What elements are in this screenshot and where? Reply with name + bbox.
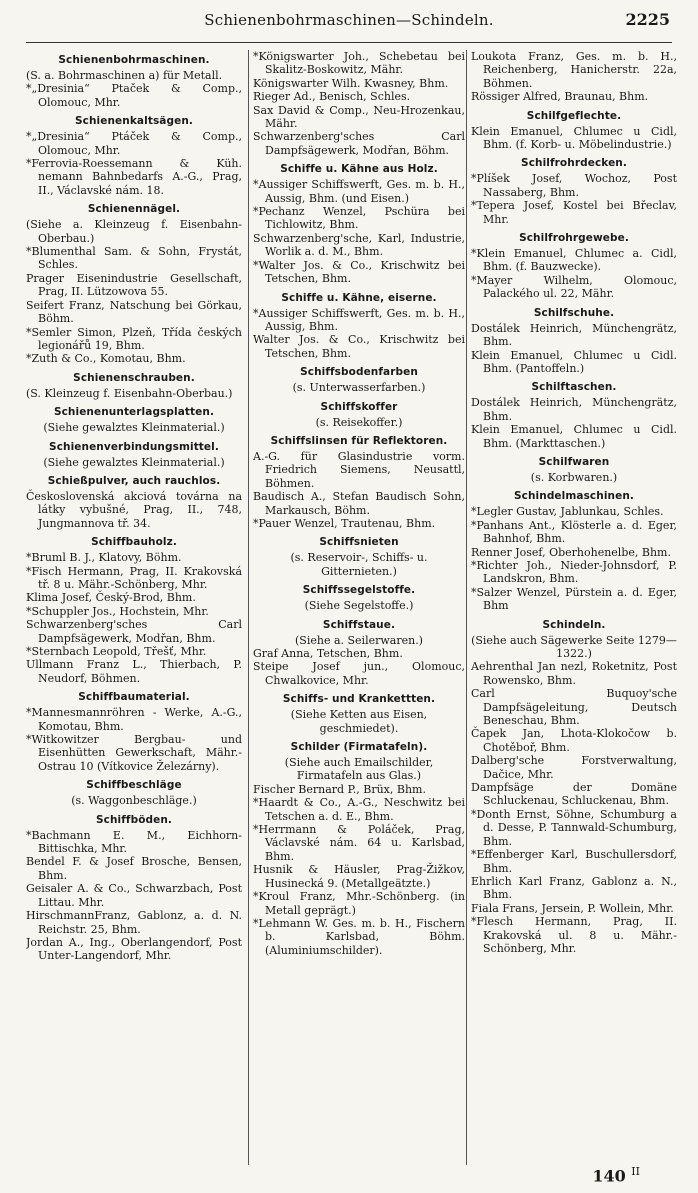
company-entry: *„Dresinia“ Ptáček & Comp., Olomouc, Mhr. xyxy=(26,130,242,157)
company-entry: *Zuth & Co., Komotau, Bhm. xyxy=(26,352,186,366)
directory-section xyxy=(26,115,242,197)
section-heading: Schilfrohrdecken. xyxy=(521,157,627,170)
section-heading: Schiffböden. xyxy=(95,813,173,826)
section-note: (s. Reservoir-, Schiffs- u. Gitternieten.) xyxy=(290,551,428,578)
signature-suffix: II xyxy=(631,1164,640,1178)
company-entry: *Ferrovia-Roessemann & Küh. nemann Bahnbedarfs A.-G., Prag, II., Václavské nám. 18. xyxy=(26,157,242,197)
section-heading: Schiffsbodenfarben xyxy=(300,366,418,379)
section-note: (Siehe a. Seilerwaren.) xyxy=(295,633,423,647)
company-entry: Klima Josef, Český-Brod, Bhm. xyxy=(26,591,196,605)
company-entry: *Effenberger Karl, Buschullersdorf, Bhm. xyxy=(471,848,677,875)
section-note: (Siehe Ketten aus Eisen, geschmiedet). xyxy=(290,708,428,735)
section-heading: Schilfrohrgewebe. xyxy=(519,232,629,245)
company-entry: Rössiger Alfred, Braunau, Bhm. xyxy=(471,90,649,104)
company-entry: *Königswarter Joh., Schebetau bei Skalitz-Boskowitz, Mähr. xyxy=(253,50,465,77)
directory-section xyxy=(471,490,677,612)
directory-section xyxy=(253,435,465,530)
page-header xyxy=(28,6,670,34)
column-left xyxy=(26,50,242,1165)
company-entry: *Aussiger Schiffswerft, Ges. m. b. H., Aussig, Bhm. xyxy=(253,306,465,333)
section-heading: Schiffe u. Kähne aus Holz. xyxy=(280,163,438,176)
section-note: (Siehe Segelstoffe.) xyxy=(304,599,414,613)
signature-mark xyxy=(592,1165,640,1185)
company-entry: *Herrmann & Poláček, Prag, Václavské nám. 64 u. Karlsbad, Bhm. xyxy=(253,823,465,863)
directory-section xyxy=(471,307,677,376)
directory-section xyxy=(471,381,677,450)
directory-section xyxy=(253,619,465,688)
directory-columns xyxy=(26,50,677,1165)
company-entry: *Walter Jos. & Co., Krischwitz bei Tetschen, Bhm. xyxy=(253,258,465,286)
directory-section xyxy=(26,691,242,773)
company-entry: Klein Emanuel, Chlumec u Cidl. Bhm. (Pantoffeln.) xyxy=(471,348,677,375)
company-entry: Husnik & Häusler, Prag-Žižkov, Husinecká 9. (Metallgeätzte.) xyxy=(253,863,465,890)
company-entry: *Lehmann W. Ges. m. b. H., Fischern b. Karlsbad, Böhm. (Aluminiumschilder). xyxy=(253,916,465,957)
company-entry: *Salzer Wenzel, Pürstein a. d. Eger, Bhm xyxy=(471,585,677,613)
section-heading: Schienenverbindungsmittel. xyxy=(49,440,219,453)
company-entry: Steipe Josef jun., Olomouc, Chwalkovice, Mhr. xyxy=(253,660,465,687)
company-entry: *Haardt & Co., A.-G., Neschwitz bei Tetschen a. d. E., Bhm. xyxy=(253,796,465,823)
company-entry: Prager Eisenindustrie Gesellschaft, Prag, II. Lützowova 55. xyxy=(26,271,242,299)
section-heading: Schilftaschen. xyxy=(531,381,617,394)
company-entry: *Aussiger Schiffswerft, Ges. m. b. H., Aussig, Bhm. (und Eisen.) xyxy=(253,178,465,205)
company-entry: Ehrlich Karl Franz, Gablonz a. N., Bhm. xyxy=(471,874,677,902)
company-entry: Bendel F. & Josef Brosche, Bensen, Bhm. xyxy=(26,855,242,882)
company-entry: Walter Jos. & Co., Krischwitz bei Tetschen, Bhm. xyxy=(253,333,465,360)
directory-section xyxy=(471,50,677,104)
company-entry: A.-G. für Glasindustrie vorm. Friedrich Siemens, Neusattl, Böhmen. xyxy=(253,449,465,490)
section-heading: Schiffs- und Krankettten. xyxy=(282,693,436,706)
company-entry: Graf Anna, Tetschen, Bhm. xyxy=(253,647,403,660)
section-heading: Schienenkaltsägen. xyxy=(75,115,193,128)
section-heading: Schiffbeschläge xyxy=(86,779,182,792)
company-entry: Klein Emanuel, Chlumec u Cidl, Bhm. (f. Korb- u. Möbelindustrie.) xyxy=(471,124,677,152)
section-heading: Schiffskoffer xyxy=(320,400,398,413)
company-entry: *Plíšek Josef, Wochoz, Post Nassaberg, Bhm. xyxy=(471,172,677,199)
company-entry: Čapek Jan, Lhota-Klokočow b. Chotěboř, Bhm. xyxy=(471,727,677,754)
directory-section xyxy=(471,110,677,152)
section-heading: Schiffstaue. xyxy=(322,618,396,631)
directory-section xyxy=(471,619,677,956)
column-right xyxy=(466,50,677,1165)
section-heading: Schindelmaschinen. xyxy=(513,490,634,503)
company-entry: Dalberg'sche Forstverwaltung, Dačice, Mhr. xyxy=(471,754,677,781)
company-entry: (S. Kleinzeug f. Eisenbahn-Oberbau.) xyxy=(26,386,233,400)
company-entry: Rieger Ad., Benisch, Schles. xyxy=(253,90,411,104)
section-heading: Schienenunterlagsplatten. xyxy=(53,406,215,419)
company-entry: (Siehe a. Kleinzeug f. Eisenbahn-Oberbau.) xyxy=(26,218,242,245)
company-entry: Loukota Franz, Ges. m. b. H., Reichenberg, Hanicherstr. 22a, Böhmen. xyxy=(471,50,677,90)
directory-section xyxy=(26,441,242,469)
directory-section xyxy=(253,163,465,285)
company-entry: Schwarzenberg'sches Carl Dampfsägewerk, Modřan, Bhm. xyxy=(26,618,242,645)
company-entry: Fischer Bernard P., Brüx, Bhm. xyxy=(253,782,426,796)
company-entry: *Kroul Franz, Mhr.-Schönberg. (in Metall geprägt.) xyxy=(253,890,465,917)
directory-section xyxy=(471,232,677,301)
directory-section xyxy=(253,366,465,394)
company-entry: *Fisch Hermann, Prag, II. Krakovská tř. 8 u. Mähr.-Schönberg, Mhr. xyxy=(26,564,242,591)
section-note: (s. Korbwaren.) xyxy=(530,470,618,484)
company-entry: *Tepera Josef, Kostel bei Břeclav, Mhr. xyxy=(471,199,677,226)
company-entry: *Sternbach Leopold, Třešť, Mhr. xyxy=(26,645,207,658)
company-entry: *„Dresinia“ Ptaček & Comp., Olomouc, Mhr. xyxy=(26,82,242,109)
company-entry: Dostálek Heinrich, Münchengrätz, Bhm. xyxy=(471,396,677,423)
section-heading: Schiffbauholz. xyxy=(91,536,177,549)
company-entry: *Flesch Hermann, Prag, II. Krakovská ul. 8 u. Mähr.-Schönberg, Mhr. xyxy=(471,915,677,955)
directory-section xyxy=(253,401,465,429)
company-entry: *Schuppler Jos., Hochstein, Mhr. xyxy=(26,604,209,618)
company-entry: Königswarter Wilh. Kwasney, Bhm. xyxy=(253,76,449,90)
directory-section xyxy=(26,779,242,807)
directory-section xyxy=(26,203,242,365)
section-heading: Schiffssegelstoffe. xyxy=(302,584,416,597)
section-heading: Schienennägel. xyxy=(87,203,181,216)
section-heading: Schilfwaren xyxy=(538,455,610,468)
company-entry: *Bachmann E. M., Eichhorn-Bittischka, Mhr. xyxy=(26,828,242,856)
company-entry: *Richter Joh., Nieder-Johnsdorf, P. Landskron, Bhm. xyxy=(471,558,677,586)
company-entry: Renner Josef, Oberhohenelbe, Bhm. xyxy=(471,545,671,559)
directory-section xyxy=(471,456,677,484)
company-entry: Aehrenthal Jan nezl, Roketnitz, Post Rowensko, Bhm. xyxy=(471,660,677,687)
company-entry: Ullmann Franz L., Thierbach, P. Neudorf, Böhmen. xyxy=(26,658,242,685)
company-entry: *Pauer Wenzel, Trautenau, Bhm. xyxy=(253,516,436,530)
running-title: Schienenbohrmaschinen—Schindeln. xyxy=(204,11,494,29)
company-entry: Fiala Frans, Jersein, P. Wollein, Mhr. xyxy=(471,901,674,915)
company-entry: *Mayer Wilhelm, Olomouc, Palackého ul. 22, Mähr. xyxy=(471,273,677,301)
section-heading: Schiffe u. Kähne, eiserne. xyxy=(281,291,437,304)
directory-section xyxy=(26,54,242,109)
directory-section xyxy=(26,475,242,530)
column-middle xyxy=(248,50,465,1165)
company-entry: *Witkowitzer Bergbau- und Eisenhütten Gewerkschaft, Mähr.-Ostrau 10 (Vítkovice Železárny). xyxy=(26,733,242,773)
company-entry: *Donth Ernst, Söhne, Schumburg a d. Desse, P. Tannwald-Schumburg, Bhm. xyxy=(471,807,677,848)
company-entry: *Blumenthal Sam. & Sohn, Frystát, Schles. xyxy=(26,245,242,272)
company-entry: *Klein Emanuel, Chlumec a. Cidl, Bhm. (f. Bauzwecke). xyxy=(471,247,677,274)
directory-section xyxy=(253,584,465,612)
directory-section xyxy=(26,536,242,685)
directory-section xyxy=(471,157,677,226)
company-entry: HirschmannFranz, Gablonz, a. d. N. Reichstr. 25, Bhm. xyxy=(26,909,242,936)
section-heading: Schiffslinsen für Reflektoren. xyxy=(270,434,448,447)
section-note: (Siehe gewalztes Kleinmaterial.) xyxy=(43,455,225,469)
company-entry: *Panhans Ant., Klösterle a. d. Eger, Bahnhof, Bhm. xyxy=(471,518,677,546)
company-entry: Carl Buquoy'sche Dampfsägeleitung, Deutsch Beneschau, Bhm. xyxy=(471,687,677,728)
directory-section xyxy=(26,372,242,400)
company-entry: *Mannesmannröhren - Werke, A.-G., Komotau, Bhm. xyxy=(26,706,242,733)
section-heading: Schilder (Firmatafeln). xyxy=(290,741,428,754)
section-heading: Schilfgeflechte. xyxy=(526,109,622,122)
section-heading: Schienenschrauben. xyxy=(73,371,195,384)
header-rule xyxy=(26,42,672,43)
section-heading: Schiffsnieten xyxy=(319,536,399,549)
directory-section xyxy=(253,741,465,957)
company-entry: Schwarzenberg'sche, Karl, Industrie, Worlik a. d. M., Bhm. xyxy=(253,231,465,259)
directory-section xyxy=(253,536,465,578)
company-entry: *Semler Simon, Plzeň, Třída českých legionářů 19, Bhm. xyxy=(26,325,242,352)
directory-section xyxy=(253,292,465,361)
company-entry: Jordan A., Ing., Oberlangendorf, Post Unter-Langendorf, Mhr. xyxy=(26,935,242,963)
company-entry: Schwarzenberg'sches Carl Dampfsägewerk, Modřan, Böhm. xyxy=(253,130,465,157)
section-note: (s. Reisekoffer.) xyxy=(315,415,403,429)
directory-section xyxy=(253,693,465,735)
company-entry: Seifert Franz, Natschung bei Görkau, Böhm. xyxy=(26,298,242,326)
directory-section xyxy=(26,814,242,963)
section-note: (s. Unterwasserfarben.) xyxy=(292,381,426,395)
company-entry: *Legler Gustav, Jablunkau, Schles. xyxy=(471,505,664,519)
page-number: 2225 xyxy=(625,10,670,29)
directory-section xyxy=(26,406,242,434)
section-heading: Schießpulver, auch rauchlos. xyxy=(47,474,221,487)
section-note: (s. Waggonbeschläge.) xyxy=(71,794,197,808)
company-entry: Geisaler A. & Co., Schwarzbach, Post Littau. Mhr. xyxy=(26,882,242,909)
section-heading: Schindeln. xyxy=(542,618,606,631)
company-entry: *Pechanz Wenzel, Pschüra bei Tichlowitz, Bhm. xyxy=(253,205,465,232)
company-entry: Dampfsäge der Domäne Schluckenau, Schluckenau, Bhm. xyxy=(471,781,677,808)
company-entry: Baudisch A., Stefan Baudisch Sohn, Markausch, Böhm. xyxy=(253,490,465,517)
company-entry: Československá akciová továrna na látky vybušné, Prag, II., 748, Jungmannova tř. 34. xyxy=(26,489,242,530)
section-heading: Schienenbohrmaschinen. xyxy=(58,54,210,66)
company-entry: Klein Emanuel, Chlumec u Cidl. Bhm. (Markttaschen.) xyxy=(471,423,677,450)
section-heading: Schilfschuhe. xyxy=(533,306,615,319)
directory-section xyxy=(253,50,465,157)
signature-number: 140 xyxy=(592,1166,626,1185)
company-entry: Sax David & Comp., Neu-Hrozenkau, Mähr. xyxy=(253,103,465,131)
company-entry: *Bruml B. J., Klatovy, Böhm. xyxy=(26,551,182,565)
company-entry: (S. a. Bohrmaschinen a) für Metall. xyxy=(26,69,223,82)
section-heading: Schiffbaumaterial. xyxy=(78,691,190,704)
company-entry: Dostálek Heinrich, Münchengrätz, Bhm. xyxy=(471,321,677,349)
section-note: (Siehe auch Sägewerke Seite 1279—1322.) xyxy=(471,633,677,660)
section-note: (Siehe auch Emailschilder, Firmatafeln aus Glas.) xyxy=(284,756,434,783)
section-note: (Siehe gewalztes Kleinmaterial.) xyxy=(43,421,225,435)
